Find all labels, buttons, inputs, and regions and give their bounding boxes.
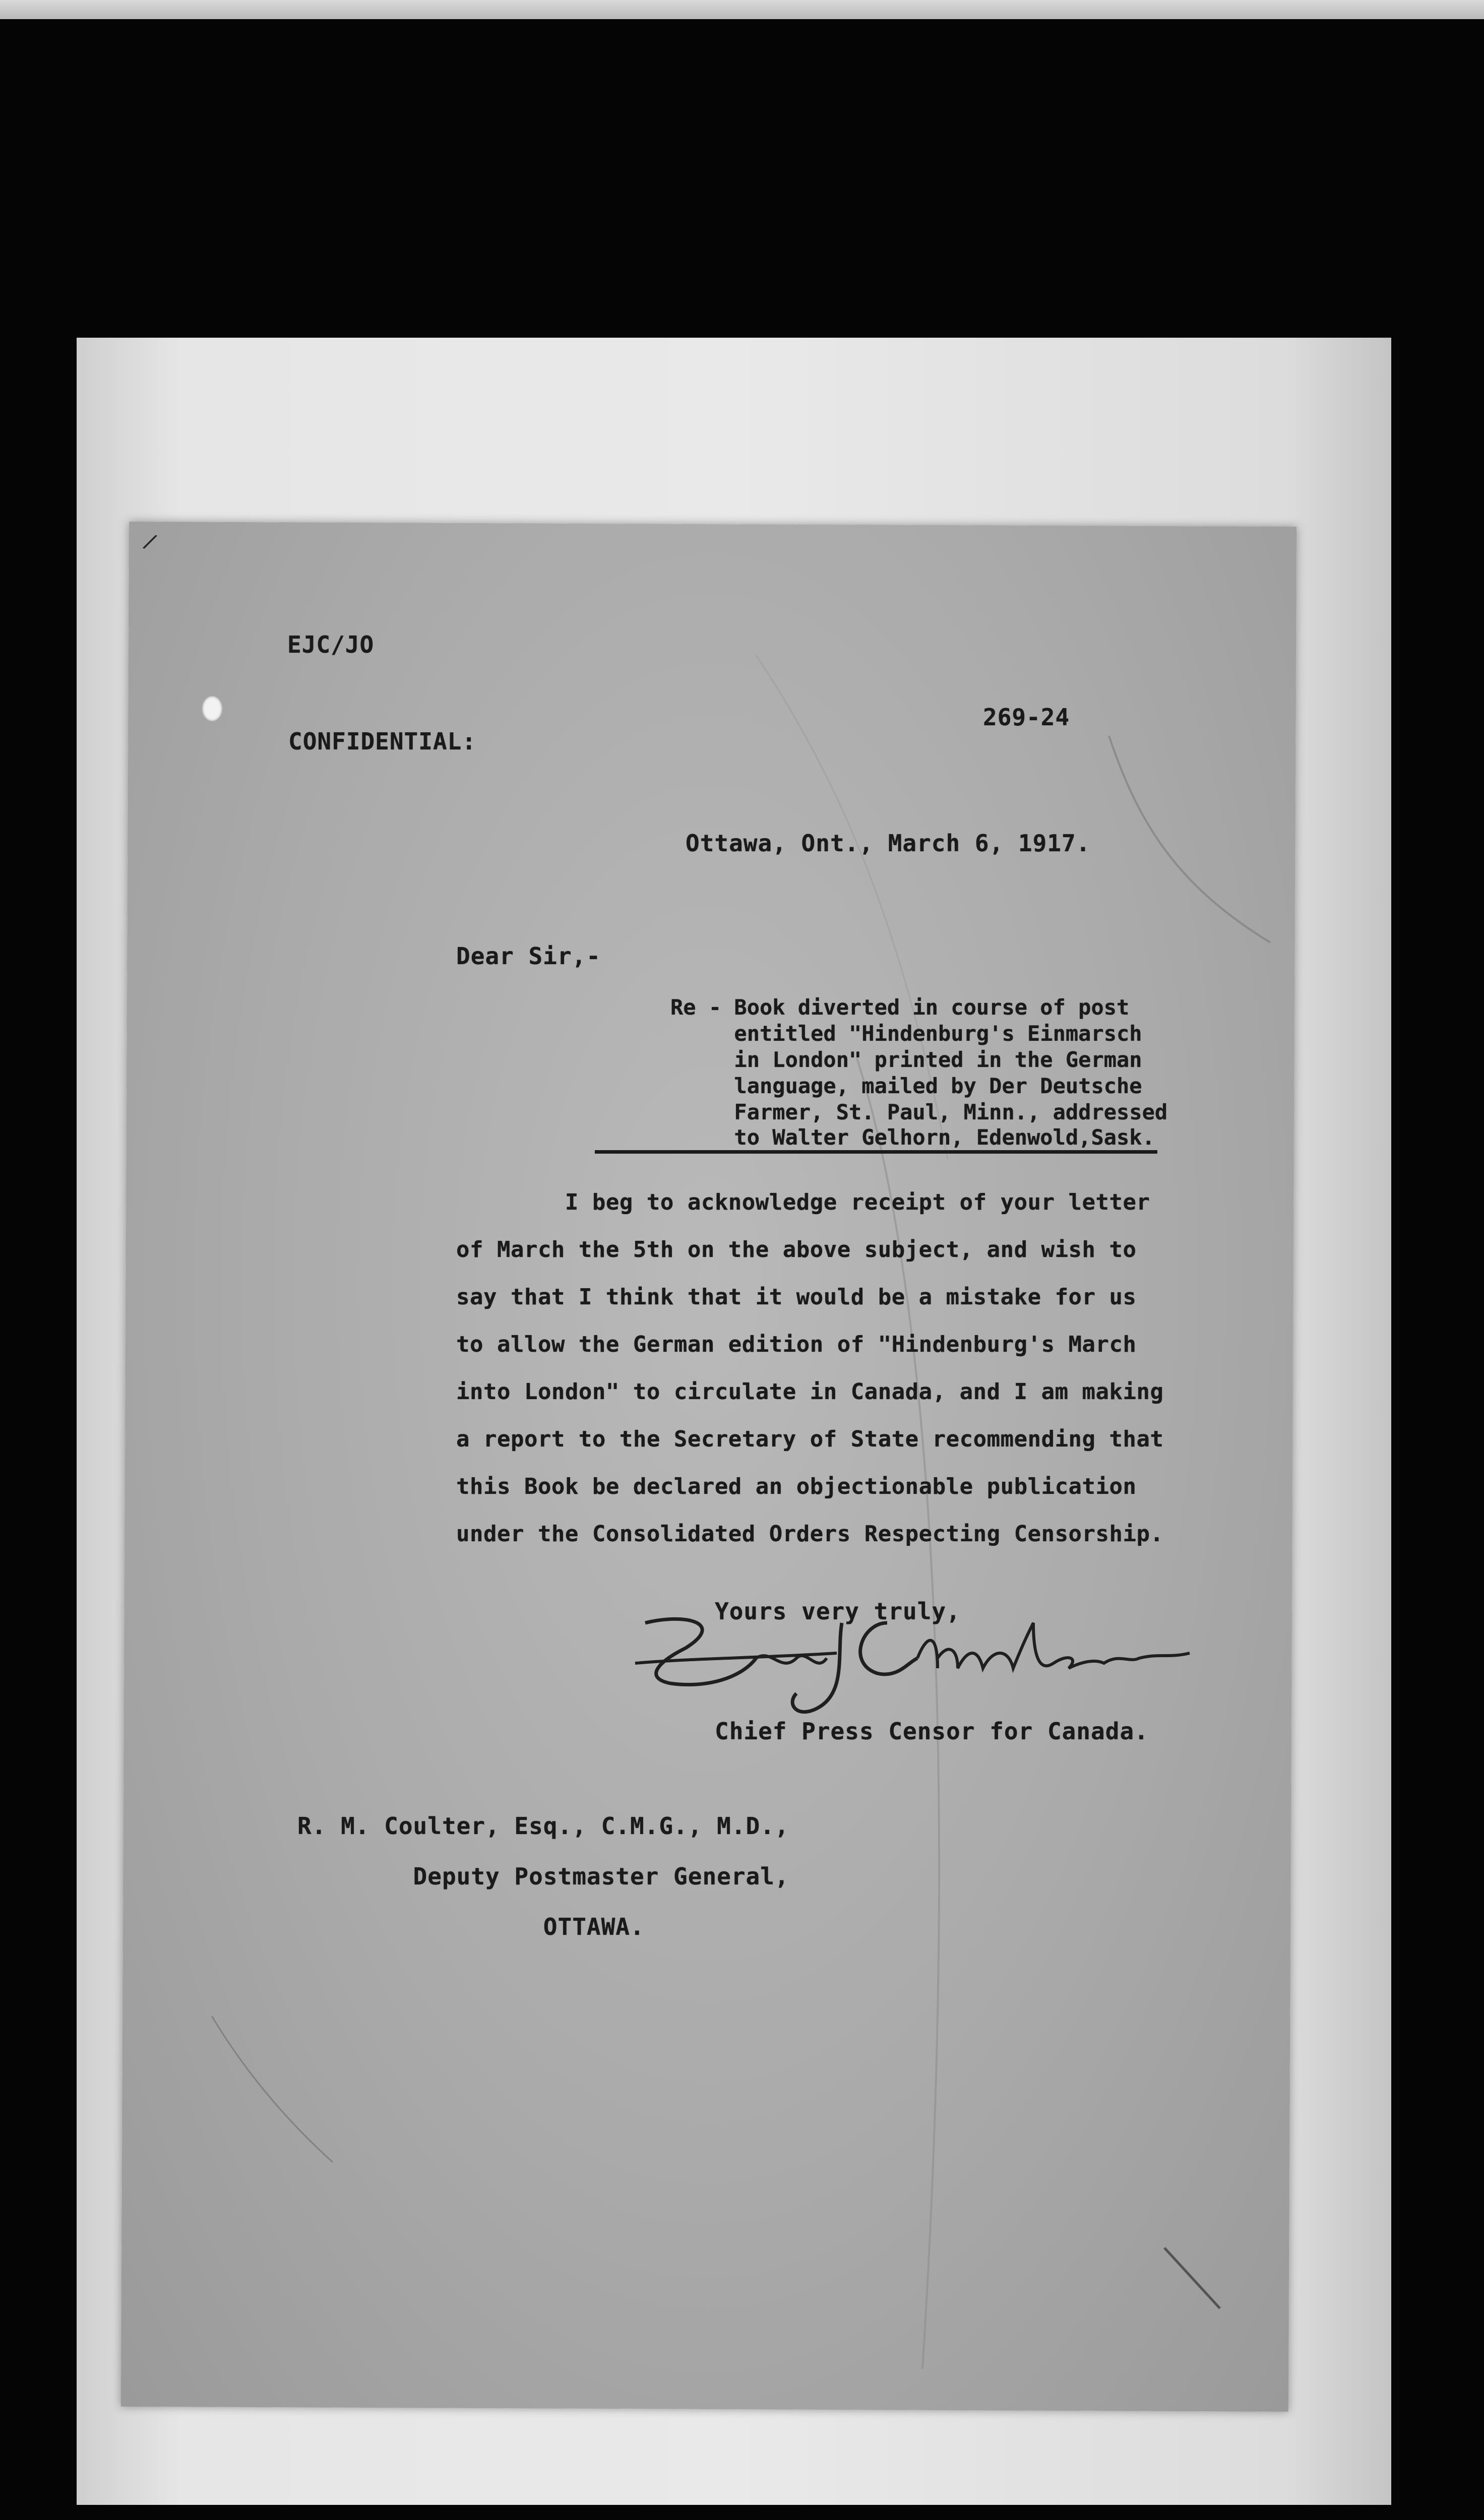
re-line: language, mailed by Der Deutsche xyxy=(670,1074,1142,1098)
place-date: Ottawa, Ont., March 6, 1917. xyxy=(686,830,1091,857)
re-line: in London" printed in the German xyxy=(670,1047,1142,1072)
re-line: Farmer, St. Paul, Minn., addressed xyxy=(670,1100,1168,1124)
punch-hole xyxy=(202,696,223,722)
film-top-strip xyxy=(0,0,1484,19)
handwritten-signature xyxy=(625,1603,1230,1724)
body-line: to allow the German edition of "Hindenburg's March xyxy=(456,1332,1137,1357)
address-line: R. M. Coulter, Esq., C.M.G., M.D., xyxy=(297,1812,789,1840)
re-underline xyxy=(595,1150,1157,1154)
salutation: Dear Sir,- xyxy=(456,942,601,970)
file-number: 269-24 xyxy=(983,704,1070,731)
address-line: OTTAWA. xyxy=(297,1913,645,1940)
body-line: under the Consolidated Orders Respecting Censorship. xyxy=(456,1521,1164,1547)
pencil-mark: / xyxy=(140,529,160,555)
reference-initials: EJC/JO xyxy=(287,631,375,658)
address-line: Deputy Postmaster General, xyxy=(297,1863,789,1890)
body-line: this Book be declared an objectionable publication xyxy=(456,1474,1137,1499)
confidential-label: CONFIDENTIAL: xyxy=(288,728,477,755)
letter-page xyxy=(121,522,1296,2412)
re-line: entitled "Hindenburg's Einmarsch xyxy=(670,1021,1142,1046)
body-line: a report to the Secretary of State recommending that xyxy=(456,1426,1164,1452)
re-line: to Walter Gelhorn, Edenwold,Sask. xyxy=(670,1125,1155,1150)
body-line: I beg to acknowledge receipt of your letter xyxy=(456,1189,1150,1215)
closing: Yours very truly, xyxy=(715,1598,961,1625)
body-line: of March the 5th on the above subject, and wish to xyxy=(456,1237,1137,1263)
signature-title: Chief Press Censor for Canada. xyxy=(715,1718,1149,1745)
re-line: Re - Book diverted in course of post xyxy=(670,995,1130,1020)
body-line: say that I think that it would be a mistake for us xyxy=(456,1284,1137,1310)
body-line: into London" to circulate in Canada, and I am making xyxy=(456,1379,1164,1405)
